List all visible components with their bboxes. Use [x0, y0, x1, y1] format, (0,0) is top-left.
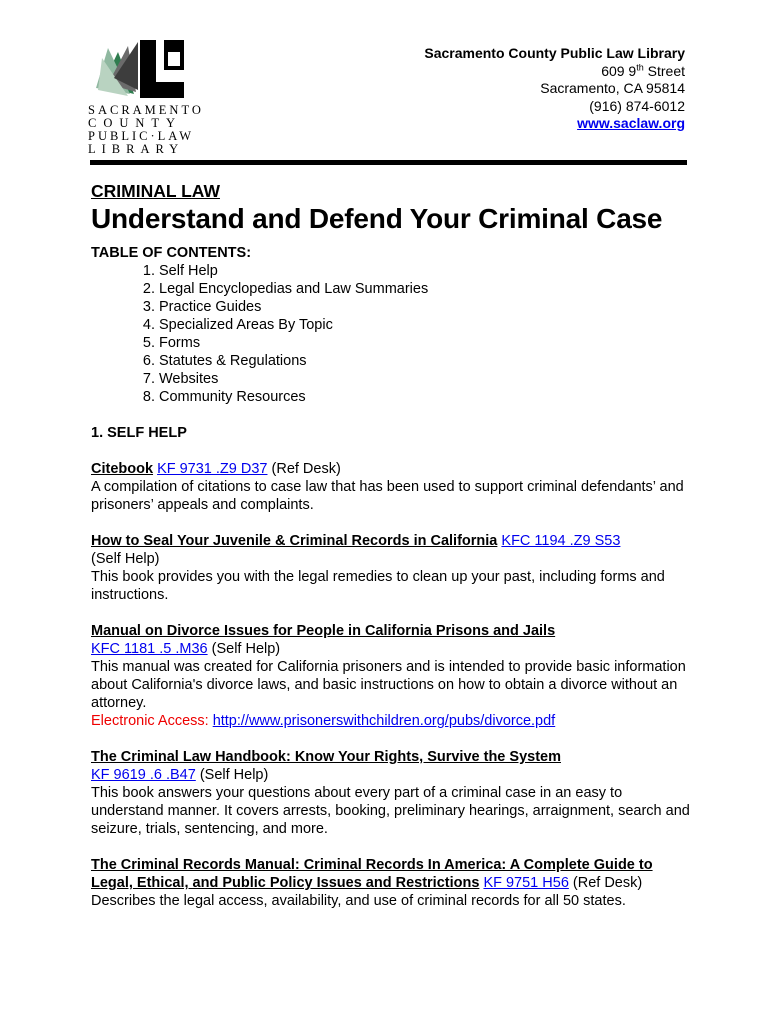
toc-item: 4. Specialized Areas By Topic — [159, 316, 691, 334]
website-link[interactable]: www.saclaw.org — [577, 115, 685, 131]
resource-location: (Self Help) — [207, 641, 281, 657]
resource-entry — [91, 748, 691, 838]
toc-item: 7. Websites — [159, 370, 691, 388]
toc-item: 5. Forms — [159, 334, 691, 352]
street-name: Street — [643, 62, 685, 79]
table-of-contents — [91, 262, 691, 406]
resource-title: The Criminal Records Manual: Criminal Records In America: A Complete Guide to Legal, Ethical, and Public Policy Issues and Restrictions — [91, 857, 653, 891]
street-number: 609 9 — [601, 62, 637, 79]
toc-heading: TABLE OF CONTENTS: — [91, 245, 252, 261]
call-number-link[interactable]: KF 9619 .6 .B47 — [91, 767, 196, 783]
electronic-access-label: Electronic Access: — [91, 713, 213, 729]
call-number-link[interactable]: KFC 1181 .5 .M36 — [91, 641, 208, 657]
resource-entry — [91, 856, 691, 910]
logo-line: COUNTY — [88, 116, 183, 130]
topic-heading: CRIMINAL LAW — [91, 181, 220, 201]
resource-title: The Criminal Law Handbook: Know Your Rights, Survive the System — [91, 749, 561, 765]
resource-entry — [91, 532, 691, 604]
street-address — [424, 63, 685, 81]
logo-line: PUBLIC·LAW — [88, 129, 195, 143]
resource-location: (Ref Desk) — [267, 461, 341, 477]
resource-title: Manual on Divorce Issues for People in California Prisons and Jails — [91, 623, 556, 639]
resource-title: Citebook — [91, 461, 154, 477]
electronic-access-link[interactable]: http://www.prisonerswithchildren.org/pubs/divorce.pdf — [212, 713, 556, 729]
resource-title: How to Seal Your Juvenile & Criminal Records in California — [91, 533, 498, 549]
library-address — [424, 45, 685, 133]
library-logo — [88, 38, 204, 163]
header-divider — [90, 160, 687, 165]
resource-description: A compilation of citations to case law that has been used to support criminal defendants’ and prisoners’ appeals and complaints. — [91, 479, 684, 513]
resource-location: (Ref Desk) — [568, 875, 643, 891]
resource-description: This book provides you with the legal remedies to clean up your past, including forms and instructions. — [91, 569, 665, 603]
city-state-zip: Sacramento, CA 95814 — [540, 80, 685, 96]
logo-line: SACRAMENTO — [88, 103, 204, 117]
library-name: Sacramento County Public Law Library — [424, 45, 685, 61]
call-number-link[interactable]: KF 9751 H56 — [483, 875, 569, 891]
toc-item: 1. Self Help — [159, 262, 691, 280]
book-pages-icon — [88, 38, 188, 100]
logo-wordmark — [88, 103, 204, 156]
toc-item: 8. Community Resources — [159, 388, 691, 406]
document-body — [91, 180, 691, 910]
resource-description: Describes the legal access, availability, and use of criminal records for all 50 states. — [91, 893, 626, 909]
call-number-link[interactable]: KF 9731 .Z9 D37 — [157, 461, 268, 477]
toc-item: 6. Statutes & Regulations — [159, 352, 691, 370]
resource-entry — [91, 460, 691, 514]
phone-number: (916) 874-6012 — [589, 97, 685, 114]
toc-item: 2. Legal Encyclopedias and Law Summaries — [159, 280, 691, 298]
resource-description: This manual was created for California prisoners and is intended to provide basic information about California's divorce laws, and basic instructions on how to obtain a divorce without an attorney. — [91, 659, 686, 711]
resource-description: This book answers your questions about every part of a criminal case in an easy to understand manner. It covers arrests, booking, preliminary hearings, arraignment, search and seizure, trials, sentencing, and more. — [91, 785, 690, 837]
resource-location: (Self Help) — [91, 551, 160, 567]
logo-line: LIBRARY — [88, 142, 185, 156]
street-ordinal: th — [636, 61, 644, 72]
toc-item: 3. Practice Guides — [159, 298, 691, 316]
resource-entry — [91, 622, 691, 730]
page-title: Understand and Defend Your Criminal Case — [91, 203, 663, 234]
call-number-link[interactable]: KFC 1194 .Z9 S53 — [501, 533, 621, 549]
section-heading: 1. SELF HELP — [91, 425, 187, 441]
resource-location: (Self Help) — [195, 767, 269, 783]
